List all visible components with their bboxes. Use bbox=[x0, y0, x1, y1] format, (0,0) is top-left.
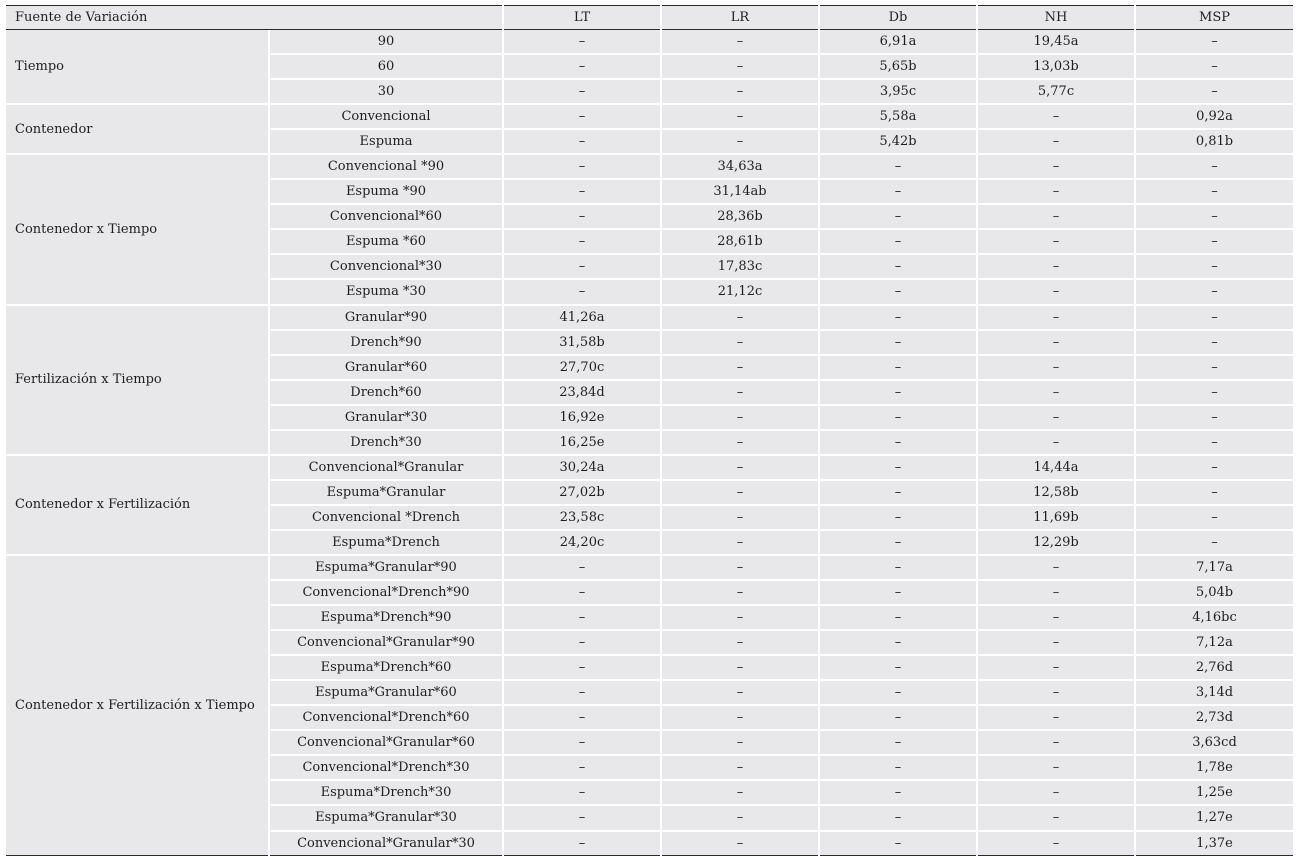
value-cell-lr: – bbox=[662, 381, 818, 406]
value-cell-lt: 31,58b bbox=[504, 331, 660, 356]
value-cell-msp: 1,37e bbox=[1136, 832, 1293, 857]
value-cell-lt: – bbox=[504, 631, 660, 656]
value-cell-lt: – bbox=[504, 781, 660, 806]
treatment-label: Espuma*Drench*60 bbox=[270, 656, 502, 681]
value-cell-db: – bbox=[820, 481, 976, 506]
value-cell-db: – bbox=[820, 255, 976, 280]
value-cell-db: – bbox=[820, 205, 976, 230]
value-cell-nh: – bbox=[978, 431, 1134, 456]
value-cell-lt: – bbox=[504, 606, 660, 631]
value-cell-lr: – bbox=[662, 556, 818, 581]
value-cell-lr: – bbox=[662, 756, 818, 781]
source-group-label: Contenedor x Fertilización bbox=[6, 456, 268, 556]
header-db: Db bbox=[820, 5, 976, 30]
value-cell-lt: – bbox=[504, 55, 660, 80]
treatment-label: Granular*30 bbox=[270, 406, 502, 431]
value-cell-lt: – bbox=[504, 230, 660, 255]
value-cell-nh: – bbox=[978, 205, 1134, 230]
value-cell-nh: – bbox=[978, 406, 1134, 431]
value-cell-msp: 1,27e bbox=[1136, 806, 1293, 831]
treatment-label: Convencional*60 bbox=[270, 205, 502, 230]
header-nh: NH bbox=[978, 5, 1134, 30]
value-cell-msp: 3,14d bbox=[1136, 681, 1293, 706]
value-cell-lr: – bbox=[662, 706, 818, 731]
value-cell-lt: – bbox=[504, 80, 660, 105]
value-cell-lt: – bbox=[504, 681, 660, 706]
value-cell-db: – bbox=[820, 456, 976, 481]
value-cell-lt: – bbox=[504, 581, 660, 606]
table-row bbox=[6, 155, 1293, 180]
value-cell-msp: – bbox=[1136, 531, 1293, 556]
value-cell-msp: – bbox=[1136, 30, 1293, 55]
value-cell-lr: – bbox=[662, 581, 818, 606]
value-cell-msp: 2,73d bbox=[1136, 706, 1293, 731]
treatment-label: 30 bbox=[270, 80, 502, 105]
value-cell-nh: – bbox=[978, 581, 1134, 606]
value-cell-db: – bbox=[820, 706, 976, 731]
value-cell-nh: – bbox=[978, 706, 1134, 731]
treatment-label: Espuma*Granular*90 bbox=[270, 556, 502, 581]
value-cell-nh: – bbox=[978, 306, 1134, 331]
treatment-label: Convencional*Granular bbox=[270, 456, 502, 481]
value-cell-lr: – bbox=[662, 431, 818, 456]
source-group-label: Contenedor x Tiempo bbox=[6, 155, 268, 305]
value-cell-nh: – bbox=[978, 356, 1134, 381]
value-cell-db: – bbox=[820, 280, 976, 305]
treatment-label: Drench*60 bbox=[270, 381, 502, 406]
table-row bbox=[6, 30, 1293, 55]
value-cell-lt: – bbox=[504, 756, 660, 781]
value-cell-lr: – bbox=[662, 731, 818, 756]
value-cell-lr: – bbox=[662, 331, 818, 356]
treatment-label: Espuma*Drench*30 bbox=[270, 781, 502, 806]
value-cell-lt: – bbox=[504, 832, 660, 857]
value-cell-db: – bbox=[820, 756, 976, 781]
value-cell-db: – bbox=[820, 581, 976, 606]
value-cell-nh: 12,29b bbox=[978, 531, 1134, 556]
value-cell-lt: 27,70c bbox=[504, 356, 660, 381]
value-cell-msp: – bbox=[1136, 381, 1293, 406]
treatment-label: Convencional *90 bbox=[270, 155, 502, 180]
value-cell-db: – bbox=[820, 556, 976, 581]
value-cell-nh: – bbox=[978, 681, 1134, 706]
value-cell-msp: – bbox=[1136, 255, 1293, 280]
value-cell-lr: – bbox=[662, 456, 818, 481]
value-cell-db: 3,95c bbox=[820, 80, 976, 105]
value-cell-msp: – bbox=[1136, 230, 1293, 255]
value-cell-db: – bbox=[820, 806, 976, 831]
value-cell-lt: 41,26a bbox=[504, 306, 660, 331]
value-cell-msp: – bbox=[1136, 280, 1293, 305]
value-cell-lt: – bbox=[504, 731, 660, 756]
treatment-label: Convencional*30 bbox=[270, 255, 502, 280]
treatment-label: Granular*90 bbox=[270, 306, 502, 331]
header-source-of-variation: Fuente de Variación bbox=[6, 5, 502, 30]
value-cell-lt: – bbox=[504, 255, 660, 280]
table-row bbox=[6, 456, 1293, 481]
value-cell-db: – bbox=[820, 656, 976, 681]
treatment-label: Espuma*Granular*30 bbox=[270, 806, 502, 831]
value-cell-nh: 19,45a bbox=[978, 30, 1134, 55]
value-cell-nh: – bbox=[978, 255, 1134, 280]
source-group-label: Tiempo bbox=[6, 30, 268, 105]
value-cell-nh: – bbox=[978, 781, 1134, 806]
value-cell-nh: – bbox=[978, 381, 1134, 406]
value-cell-nh: – bbox=[978, 556, 1134, 581]
value-cell-msp: 0,92a bbox=[1136, 105, 1293, 130]
value-cell-db: – bbox=[820, 356, 976, 381]
value-cell-nh: 11,69b bbox=[978, 506, 1134, 531]
value-cell-msp: – bbox=[1136, 406, 1293, 431]
value-cell-msp: 2,76d bbox=[1136, 656, 1293, 681]
source-group-label: Contenedor x Fertilización x Tiempo bbox=[6, 556, 268, 856]
value-cell-msp: – bbox=[1136, 55, 1293, 80]
value-cell-lr: – bbox=[662, 356, 818, 381]
value-cell-db: – bbox=[820, 506, 976, 531]
header-row bbox=[6, 5, 1293, 30]
value-cell-msp: – bbox=[1136, 356, 1293, 381]
value-cell-nh: – bbox=[978, 331, 1134, 356]
value-cell-msp: 7,17a bbox=[1136, 556, 1293, 581]
value-cell-lt: – bbox=[504, 205, 660, 230]
value-cell-db: – bbox=[820, 531, 976, 556]
value-cell-msp: 5,04b bbox=[1136, 581, 1293, 606]
value-cell-db: – bbox=[820, 381, 976, 406]
value-cell-lr: – bbox=[662, 481, 818, 506]
treatment-label: Espuma*Drench*90 bbox=[270, 606, 502, 631]
treatment-label: Espuma*Granular*60 bbox=[270, 681, 502, 706]
value-cell-nh: – bbox=[978, 832, 1134, 857]
value-cell-msp: – bbox=[1136, 506, 1293, 531]
value-cell-lt: – bbox=[504, 30, 660, 55]
value-cell-lt: – bbox=[504, 280, 660, 305]
value-cell-db: – bbox=[820, 155, 976, 180]
value-cell-lr: 28,36b bbox=[662, 205, 818, 230]
value-cell-db: – bbox=[820, 306, 976, 331]
value-cell-msp: 1,25e bbox=[1136, 781, 1293, 806]
table-row bbox=[6, 306, 1293, 331]
value-cell-nh: 14,44a bbox=[978, 456, 1134, 481]
value-cell-db: 5,58a bbox=[820, 105, 976, 130]
value-cell-lr: – bbox=[662, 631, 818, 656]
value-cell-lt: – bbox=[504, 130, 660, 155]
value-cell-db: – bbox=[820, 606, 976, 631]
value-cell-msp: 3,63cd bbox=[1136, 731, 1293, 756]
value-cell-lt: – bbox=[504, 806, 660, 831]
treatment-label: Espuma*Granular bbox=[270, 481, 502, 506]
value-cell-lr: – bbox=[662, 656, 818, 681]
value-cell-lt: 24,20c bbox=[504, 531, 660, 556]
value-cell-db: 5,65b bbox=[820, 55, 976, 80]
value-cell-db: – bbox=[820, 230, 976, 255]
header-msp: MSP bbox=[1136, 5, 1293, 30]
value-cell-nh: – bbox=[978, 180, 1134, 205]
value-cell-msp: – bbox=[1136, 80, 1293, 105]
value-cell-db: 5,42b bbox=[820, 130, 976, 155]
value-cell-lr: – bbox=[662, 506, 818, 531]
value-cell-msp: 1,78e bbox=[1136, 756, 1293, 781]
value-cell-lt: – bbox=[504, 155, 660, 180]
value-cell-nh: 12,58b bbox=[978, 481, 1134, 506]
value-cell-lr: – bbox=[662, 781, 818, 806]
value-cell-nh: 5,77c bbox=[978, 80, 1134, 105]
value-cell-lt: – bbox=[504, 556, 660, 581]
treatment-label: Espuma*Drench bbox=[270, 531, 502, 556]
value-cell-lt: – bbox=[504, 105, 660, 130]
value-cell-db: – bbox=[820, 180, 976, 205]
value-cell-msp: 4,16bc bbox=[1136, 606, 1293, 631]
value-cell-msp: 0,81b bbox=[1136, 130, 1293, 155]
treatment-label: Convencional*Granular*60 bbox=[270, 731, 502, 756]
value-cell-msp: – bbox=[1136, 155, 1293, 180]
anova-results-table bbox=[4, 5, 1295, 856]
treatment-label: Convencional*Drench*90 bbox=[270, 581, 502, 606]
value-cell-nh: – bbox=[978, 606, 1134, 631]
value-cell-db: – bbox=[820, 406, 976, 431]
value-cell-nh: – bbox=[978, 806, 1134, 831]
value-cell-lr: 34,63a bbox=[662, 155, 818, 180]
value-cell-db: – bbox=[820, 832, 976, 857]
value-cell-lr: – bbox=[662, 105, 818, 130]
treatment-label: Convencional*Granular*90 bbox=[270, 631, 502, 656]
value-cell-nh: 13,03b bbox=[978, 55, 1134, 80]
source-group-label: Contenedor bbox=[6, 105, 268, 155]
value-cell-db: – bbox=[820, 631, 976, 656]
value-cell-db: 6,91a bbox=[820, 30, 976, 55]
value-cell-db: – bbox=[820, 681, 976, 706]
value-cell-lr: – bbox=[662, 606, 818, 631]
value-cell-lt: 30,24a bbox=[504, 456, 660, 481]
treatment-label: Convencional*Drench*60 bbox=[270, 706, 502, 731]
value-cell-db: – bbox=[820, 731, 976, 756]
value-cell-msp: – bbox=[1136, 456, 1293, 481]
value-cell-db: – bbox=[820, 331, 976, 356]
treatment-label: Drench*30 bbox=[270, 431, 502, 456]
treatment-label: Drench*90 bbox=[270, 331, 502, 356]
value-cell-lr: 28,61b bbox=[662, 230, 818, 255]
table-body bbox=[6, 30, 1293, 856]
value-cell-lt: 23,58c bbox=[504, 506, 660, 531]
value-cell-nh: – bbox=[978, 230, 1134, 255]
value-cell-db: – bbox=[820, 431, 976, 456]
treatment-label: Espuma *60 bbox=[270, 230, 502, 255]
value-cell-lr: – bbox=[662, 406, 818, 431]
value-cell-msp: – bbox=[1136, 306, 1293, 331]
value-cell-lr: – bbox=[662, 531, 818, 556]
value-cell-lr: 31,14ab bbox=[662, 180, 818, 205]
value-cell-lt: 16,25e bbox=[504, 431, 660, 456]
value-cell-nh: – bbox=[978, 756, 1134, 781]
treatment-label: 90 bbox=[270, 30, 502, 55]
value-cell-lr: – bbox=[662, 832, 818, 857]
value-cell-lr: – bbox=[662, 306, 818, 331]
value-cell-msp: 7,12a bbox=[1136, 631, 1293, 656]
value-cell-lt: – bbox=[504, 656, 660, 681]
value-cell-msp: – bbox=[1136, 481, 1293, 506]
table-row bbox=[6, 105, 1293, 130]
value-cell-lt: 27,02b bbox=[504, 481, 660, 506]
treatment-label: Convencional*Granular*30 bbox=[270, 832, 502, 857]
value-cell-lt: – bbox=[504, 706, 660, 731]
table-header bbox=[6, 5, 1293, 30]
value-cell-lr: – bbox=[662, 806, 818, 831]
treatment-label: Espuma *90 bbox=[270, 180, 502, 205]
value-cell-db: – bbox=[820, 781, 976, 806]
treatment-label: Granular*60 bbox=[270, 356, 502, 381]
value-cell-lt: – bbox=[504, 180, 660, 205]
source-group-label: Fertilización x Tiempo bbox=[6, 306, 268, 456]
value-cell-nh: – bbox=[978, 130, 1134, 155]
value-cell-lt: 23,84d bbox=[504, 381, 660, 406]
value-cell-msp: – bbox=[1136, 205, 1293, 230]
table-row bbox=[6, 556, 1293, 581]
header-lr: LR bbox=[662, 5, 818, 30]
treatment-label: Espuma *30 bbox=[270, 280, 502, 305]
value-cell-lt: 16,92e bbox=[504, 406, 660, 431]
header-lt: LT bbox=[504, 5, 660, 30]
value-cell-lr: 17,83c bbox=[662, 255, 818, 280]
value-cell-nh: – bbox=[978, 656, 1134, 681]
value-cell-msp: – bbox=[1136, 331, 1293, 356]
treatment-label: 60 bbox=[270, 55, 502, 80]
value-cell-lr: – bbox=[662, 30, 818, 55]
value-cell-nh: – bbox=[978, 731, 1134, 756]
treatment-label: Convencional*Drench*30 bbox=[270, 756, 502, 781]
value-cell-lr: – bbox=[662, 80, 818, 105]
value-cell-msp: – bbox=[1136, 431, 1293, 456]
value-cell-nh: – bbox=[978, 105, 1134, 130]
treatment-label: Espuma bbox=[270, 130, 502, 155]
value-cell-lr: 21,12c bbox=[662, 280, 818, 305]
value-cell-msp: – bbox=[1136, 180, 1293, 205]
value-cell-lr: – bbox=[662, 681, 818, 706]
value-cell-nh: – bbox=[978, 280, 1134, 305]
value-cell-lr: – bbox=[662, 55, 818, 80]
treatment-label: Convencional *Drench bbox=[270, 506, 502, 531]
value-cell-nh: – bbox=[978, 631, 1134, 656]
value-cell-nh: – bbox=[978, 155, 1134, 180]
value-cell-lr: – bbox=[662, 130, 818, 155]
treatment-label: Convencional bbox=[270, 105, 502, 130]
